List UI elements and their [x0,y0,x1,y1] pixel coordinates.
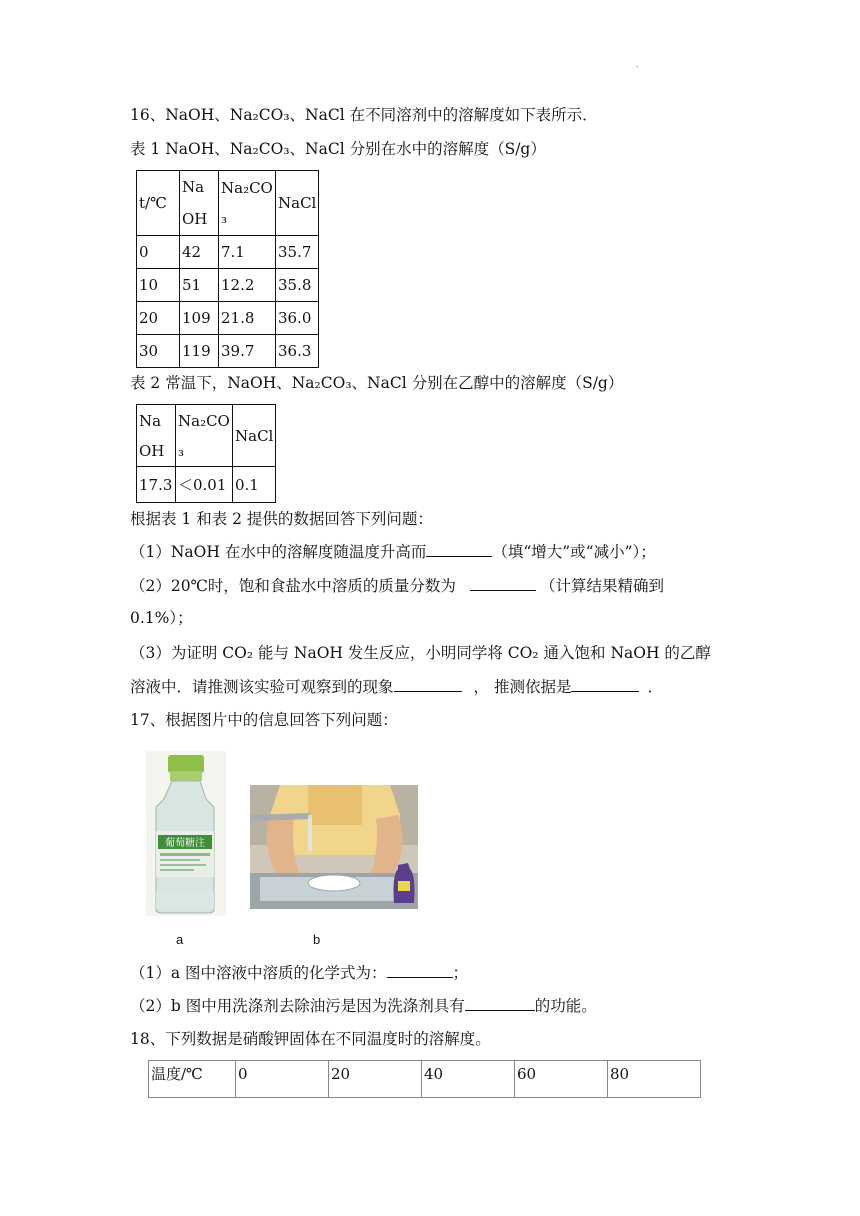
table-row [137,467,276,503]
table-cell: 40 [422,1061,515,1098]
table1-header-cell [180,171,219,236]
q17-intro: 17、根据图片中的信息回答下列问题： [130,711,398,729]
table1-header-cell: NaCl [276,171,319,236]
q18-intro: 18、下列数据是硝酸钾固体在不同温度时的溶解度。 [130,1030,491,1048]
table-cell: 36.3 [276,335,319,368]
table3 [148,1060,701,1098]
q16-sub2-text: （2）20℃时，饱和食盐水中溶质的质量分数为 [130,577,456,595]
table-cell: ＜0.01 [176,467,233,503]
table-cell: 21.8 [219,302,276,335]
answer-blank[interactable] [387,977,453,978]
table2-header-cell [137,405,176,467]
table2-header-cell [176,405,233,467]
table2-header-na2co3: Na₂CO₃ [178,411,230,460]
q17-sub2-end: 的功能。 [534,997,597,1015]
table1-header-na2co3: Na₂CO₃ [221,179,273,227]
q16-sub3-cont [130,676,663,698]
table-row [137,236,319,269]
table2-title: 表 2 常温下，NaOH、Na₂CO₃、NaCl 分别在乙醇中的溶解度（S/g） [130,374,624,392]
table1-header-naoh: NaOH [182,178,208,228]
table-cell: 51 [180,269,219,302]
table-cell: 10 [137,269,180,302]
table-cell: 0.1 [233,467,276,503]
table1 [136,170,319,368]
dishwashing-image [250,785,418,909]
table2 [136,404,276,503]
answer-blank[interactable] [470,590,536,591]
q17-sub2 [130,995,597,1017]
table1-header-cell [219,171,276,236]
table-row [149,1061,701,1098]
q16-intro: 16、NaOH、Na₂CO₃、NaCl 在不同溶剂中的溶解度如下表所示． [130,106,598,124]
table-row [137,269,319,302]
q16-sub3-basis: ， 推测依据是 [473,678,572,696]
table-cell: 30 [137,335,180,368]
q16-sub1-hint: （填“增大”或“减小”）； [492,543,656,561]
table-cell: 0 [137,236,180,269]
table-cell: 39.7 [219,335,276,368]
table-row [137,335,319,368]
table-cell: 60 [515,1061,608,1098]
table-cell: 17.3 [137,467,176,503]
table-cell: 20 [329,1061,422,1098]
answer-blank[interactable] [465,1010,535,1011]
table2-header-row [137,405,276,467]
q17-sub1 [130,962,468,984]
table-cell: 35.7 [276,236,319,269]
table-row [137,302,319,335]
caption-a: a [176,932,184,947]
answer-blank[interactable] [571,691,639,692]
table2-header-cell: NaCl [233,405,276,467]
table-cell: 80 [608,1061,701,1098]
table-cell: 温度/℃ [149,1061,236,1098]
q16-sub3-text: 溶液中．请推测该实验可观察到的现象 [130,678,394,696]
table1-header-row [137,171,319,236]
table-cell: 36.0 [276,302,319,335]
table-cell: 119 [180,335,219,368]
q16-prompt: 根据表 1 和表 2 提供的数据回答下列问题： [130,510,433,528]
caption-b: b [313,932,321,947]
table-cell: 7.1 [219,236,276,269]
q17-sub1-end: ； [452,964,469,982]
answer-blank[interactable] [394,691,462,692]
q16-sub1-text: （1）NaOH 在水中的溶解度随温度升高而 [130,543,427,561]
q16-sub3: （3）为证明 CO₂ 能与 NaOH 发生反应，小明同学将 CO₂ 通入饱和 NaOH 的乙醇 [130,644,711,662]
table1-title: 表 1 NaOH、Na₂CO₃、NaCl 分别在水中的溶解度（S/g） [130,140,546,158]
q17-sub1-text: （1）a 图中溶液中溶质的化学式为： [130,964,387,982]
q16-sub3-end: ． [647,678,663,696]
q17-sub2-text: （2）b 图中用洗涤剂去除油污是因为洗涤剂具有 [130,997,465,1015]
table-cell: 12.2 [219,269,276,302]
glucose-bottle-image [146,751,226,916]
table-cell: 109 [180,302,219,335]
q16-sub1 [130,541,656,563]
bottle-label: 葡萄糖注 [165,838,205,849]
table-cell: 42 [180,236,219,269]
q16-sub2 [130,575,664,597]
q16-sub2-hint: （计算结果精确到 [539,577,664,595]
answer-blank[interactable] [426,556,492,557]
q16-sub2-cont: 0.1%）； [130,609,193,627]
table-cell: 35.8 [276,269,319,302]
table-cell: 20 [137,302,180,335]
table1-header-cell: t/℃ [137,171,180,236]
table-cell: 0 [236,1061,329,1098]
table2-header-naoh: NaOH [139,411,165,460]
page-mark: . [636,60,639,69]
